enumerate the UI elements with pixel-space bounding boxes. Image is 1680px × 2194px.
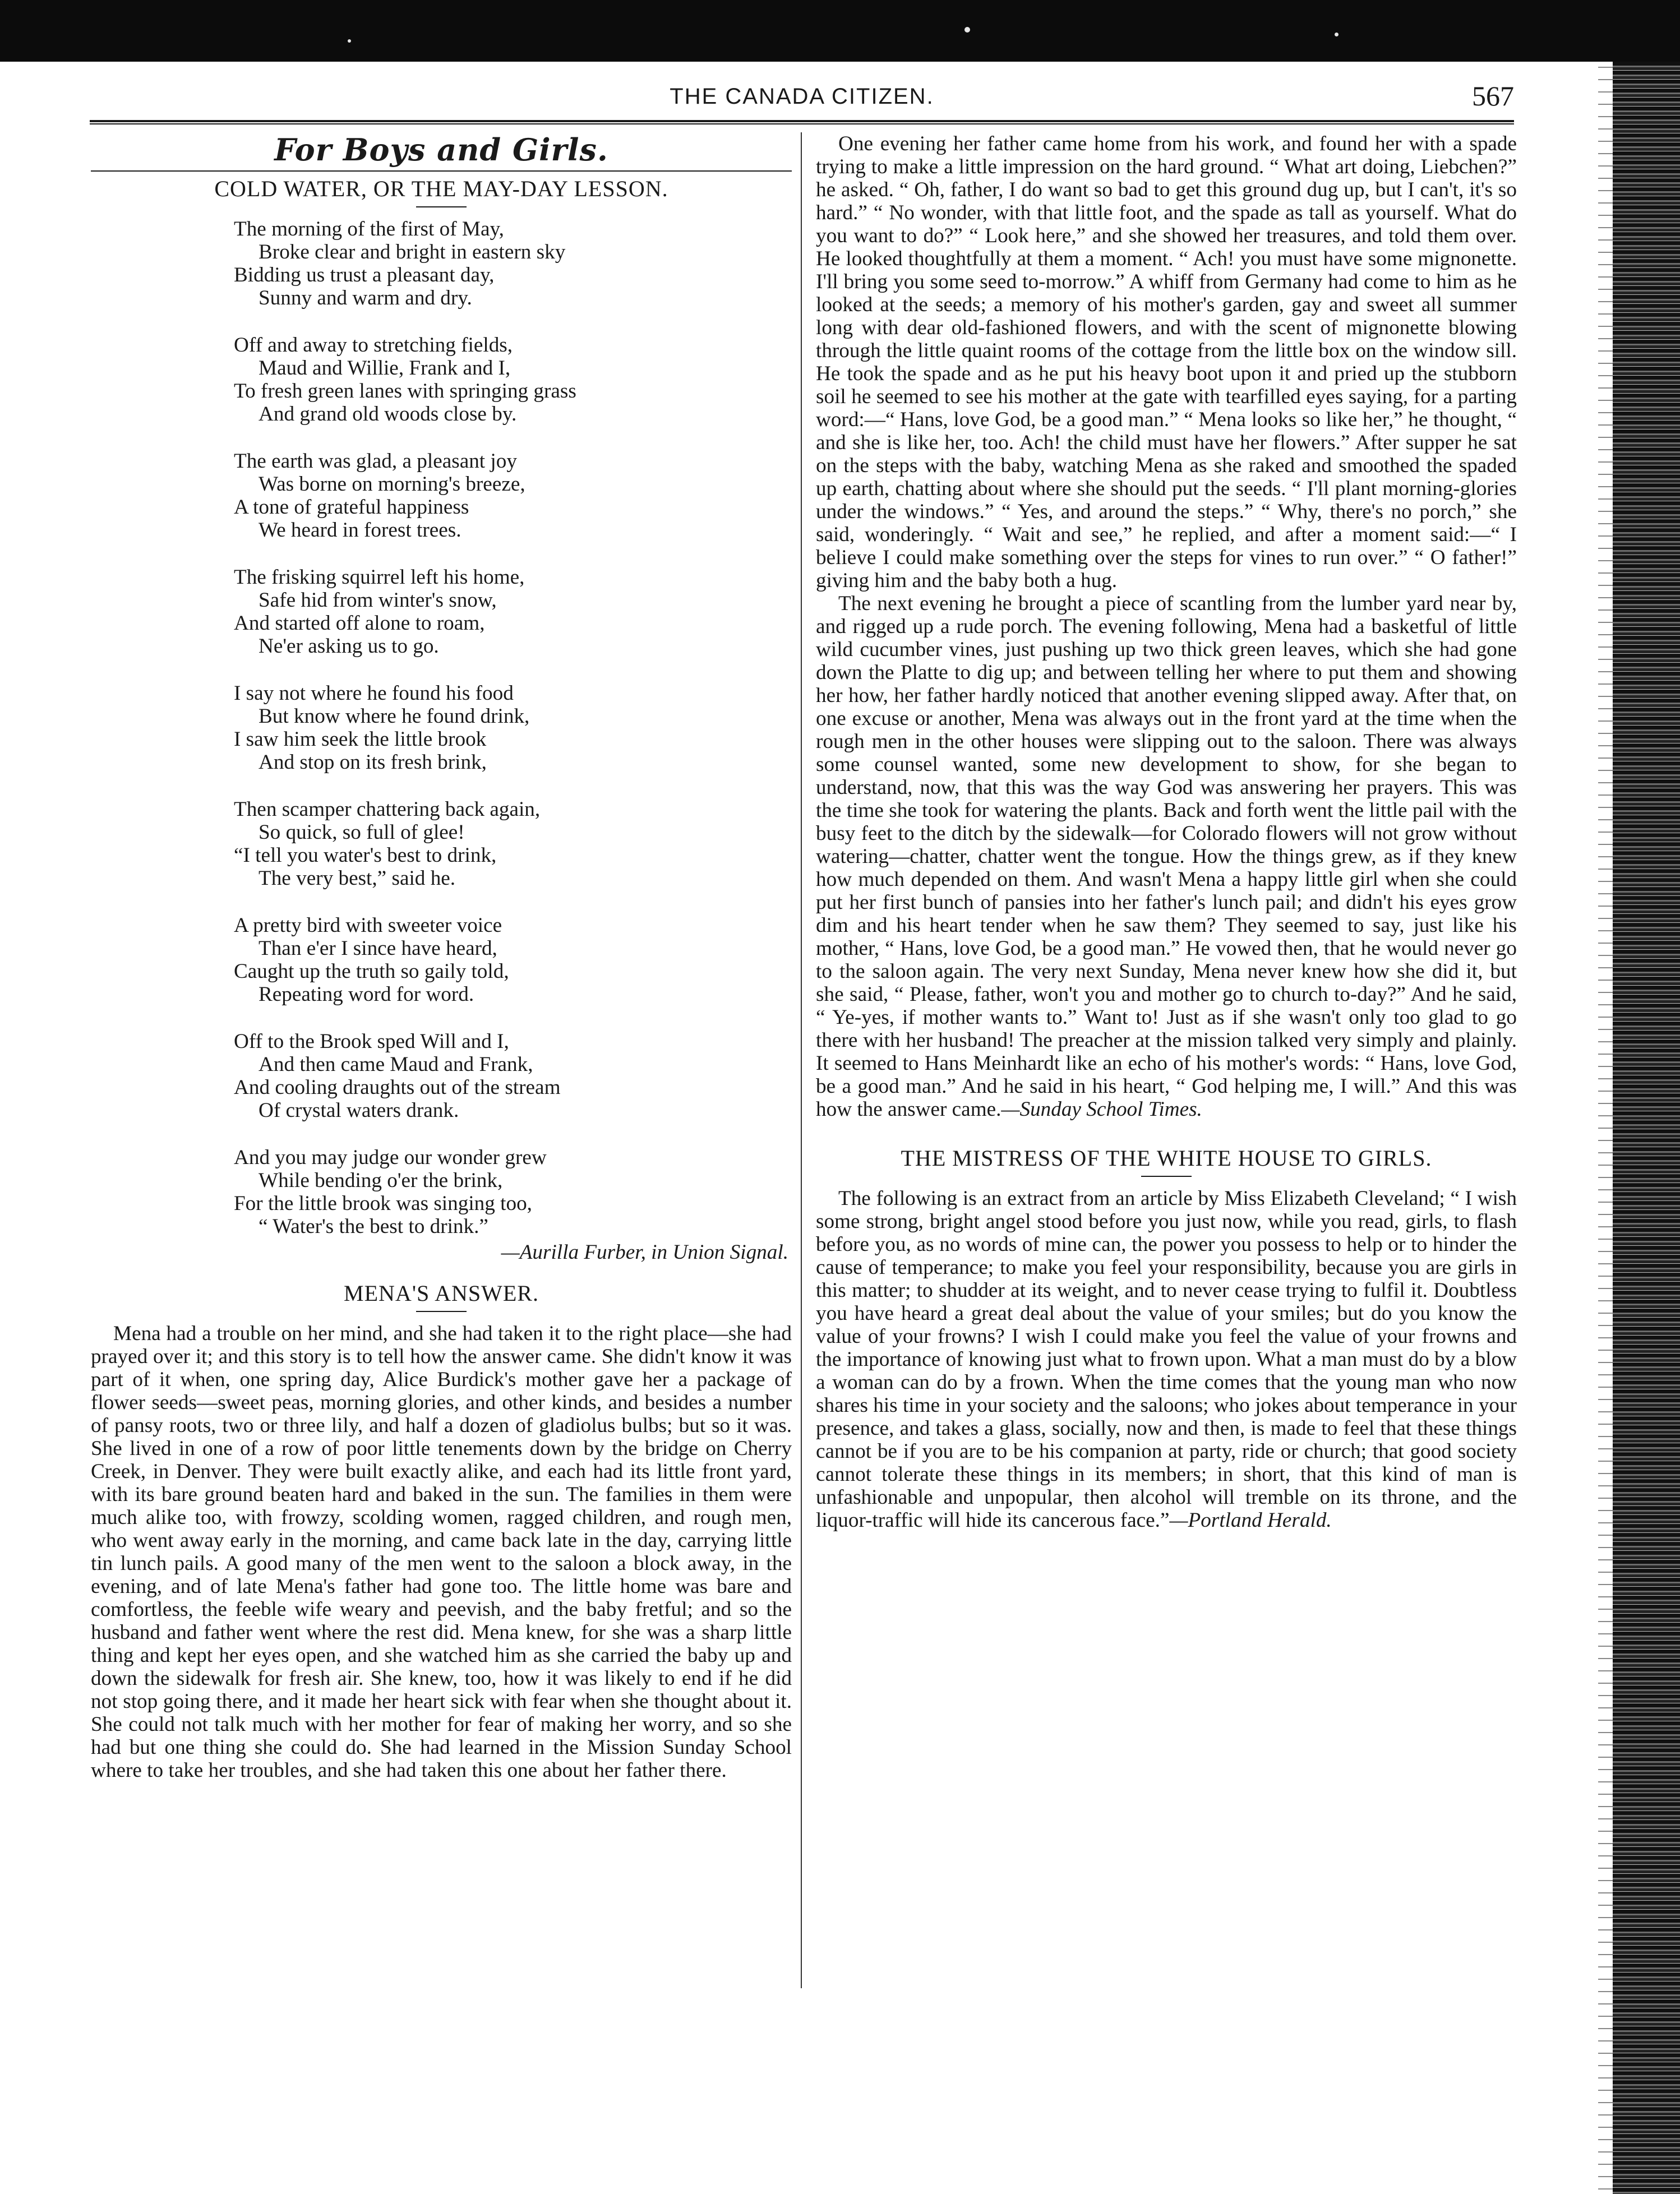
poem-line: Bidding us trust a pleasant day,	[234, 264, 495, 287]
poem-line: So quick, so full of glee!	[259, 821, 465, 844]
section-rule	[91, 170, 792, 172]
poem-line: And started off alone to roam,	[234, 612, 485, 635]
scan-right-edge-binding	[1613, 62, 1680, 2194]
title-rule	[416, 206, 467, 207]
poem-line: The frisking squirrel left his home,	[234, 566, 525, 589]
poem-line: Than e'er I since have heard,	[259, 937, 497, 960]
poem-stanza	[234, 1146, 792, 1238]
poem-stanza	[234, 914, 792, 1006]
poem-line: And stop on its fresh brink,	[259, 751, 487, 774]
poem-stanza	[234, 682, 792, 774]
story-credit: —Sunday School Times.	[1001, 1098, 1202, 1121]
poem-line: Of crystal waters drank.	[259, 1099, 459, 1122]
poem-line: I saw him seek the little brook	[234, 728, 487, 751]
poem-line: The earth was glad, a pleasant joy	[234, 450, 517, 473]
poem-line: I say not where he found his food	[234, 682, 514, 705]
left-column	[91, 132, 792, 1782]
poem-line: Caught up the truth so gaily told,	[234, 960, 509, 983]
poem-line: “I tell you water's best to drink,	[234, 844, 497, 867]
poem-line: The morning of the first of May,	[234, 218, 504, 241]
story-paragraph: One evening her father came home from his work, and found her with a spade trying to make a little impression on the hard ground. “ What art doing, Liebchen?” he asked. “ Oh, father, I do want so bad to get this ground dug up, but I can't, it's so hard.” “ No wonder, with that little foot, and the spade as tall as yourself. What do you want to do?” “ Look here,” and she showed her treasures, and told them over. He looked thoughtfully at them a moment. “ Ach! you must have some mignonette. I'll bring you some seed to-morrow.” A whiff from Germany had come to him as he looked at the seeds; a memory of his mother's garden, gay and sweet all summer long with dear old-fashioned flowers, and with the scent of mignonette blowing through the little quaint rooms of the cottage from the little box on the window sill. He took the spade and as he put his heavy boot upon it and pried up the stubborn soil he seemed to see his mother at the gate with tearfilled eyes saying, for a parting word:—“ Hans, love God, be a good man.” “ Mena looks so like her,” he thought, “ and she is like her, too. Ach! the child must have her flowers.” After supper he sat on the steps with the baby, watching Mena as she raked and smoothed the spaded up earth, chatting about where she should put the seeds. “ I'll plant morning-glories under the windows.” “ Yes, and around the steps.” “ Why, there's no porch,” she said, wonderingly. “ Wait and see,” he replied, and after a moment said:—“ I believe I could make something over the steps for vines to run over.” “ O father!” giving him and the baby both a hug.	[816, 132, 1517, 592]
masthead	[90, 77, 1514, 118]
article-credit: —Portland Herald.	[1169, 1509, 1332, 1532]
poem	[234, 218, 792, 1238]
poem-credit: —Aurilla Furber, in Union Signal.	[501, 1241, 788, 1264]
poem-line: The very best,” said he.	[259, 867, 456, 890]
story-paragraph: Mena had a trouble on her mind, and she had taken it to the right place—she had prayed over it; and this story is to tell how the answer came. She didn't know it was part of it when, one spring day, Alice Burdick's mother gave her a package of flower seeds—sweet peas, morning glories, and other kinds, and besides a number of pansy roots, two or three lily, and half a dozen of gladiolus bulbs; but so it was. She lived in one of a row of poor little tenements down by the bridge on Cherry Creek, in Denver. They were built exactly alike, and each had its little front yard, with its bare ground beaten hard and baked in the sun. The families in them were much alike too, with frowzy, scolding women, ragged children, and rough men, who went away early in the morning, and came back late in the day, carrying little tin lunch pails. A good many of the men went to the saloon a block away, in the evening, and of late Mena's father had gone too. The little home was bare and comfortless, the feeble wife weary and peevish, and the baby fretful; and so the husband and father went where the rest did. Mena knew, for she was a sharp little thing and kept her eyes open, and she watched him as she carried the baby up and down the sidewalk for fresh air. She knew, too, how it was likely to end if he did not stop going there, and it made her heart sick with fear when she thought about it. She could not talk much with her mother for fear of making her worry, and so she had but one thing she could do. She had learned in the Mission Sunday School where to take her troubles, and she had taken this one about her father there.	[91, 1322, 792, 1782]
poem-line: And grand old woods close by.	[259, 403, 517, 426]
masthead-rule	[90, 120, 1514, 124]
poem-line: Off to the Brook sped Will and I,	[234, 1030, 509, 1053]
poem-line: A tone of grateful happiness	[234, 496, 469, 519]
spacer	[816, 1121, 1517, 1141]
poem-line: While bending o'er the brink,	[259, 1169, 503, 1192]
column-divider	[801, 132, 802, 1988]
story-paragraph-text: The next evening he brought a piece of scantling from the lumber yard near by, and rigged up a rude porch. The evening following, Mena had a basketful of little wild cucumber vines, just pushing up two thick green leaves, which she had gone down the Platte to dig up; and between telling her where to put them and showing her how, her father hardly noticed that another evening slipped away. After that, on one excuse or another, Mena was always out in the front yard at the time when the rough men in the other houses were slipping out to the saloon. There was always some counsel wanted, some new development to show, for she began to understand, now, that this was the way God was answering her prayers. This was the time she took for watering the plants. Back and forth went the little pail with the busy feet to the ditch by the sidewalk—for Colorado flowers will not grow without watering—chatter, chatter went the tongue. How the things grew, as if they knew how much depended on them. And wasn't Mena a happy little girl when she could put her first bunch of pansies into her father's lunch pail; and didn't his eyes grow dim and his heart tender when he saw them? They seemed to say, just like his mother, “ Hans, love God, be a good man.” He vowed then, that he would never go to the saloon again. The very next Sunday, Mena never knew how she did it, but she said, “ Please, father, won't you and mother go to church to-day?” And he said, “ Ye-yes, if mother wants to.” Want to! Just as if she wasn't only too glad to go there with her husband! The preacher at the mission talked very simply and plainly. It seemed to Hans Meinhardt like an echo of his mother's words: “ Hans, love God, be a good man.” And he said in his heart, “ God helping me, I will.” And this was how the answer came.	[816, 592, 1517, 1121]
poem-line: Broke clear and bright in eastern sky	[259, 241, 566, 264]
poem-line: We heard in forest trees.	[259, 519, 461, 542]
poem-line: A pretty bird with sweeter voice	[234, 914, 502, 937]
poem-line: Was borne on morning's breeze,	[259, 473, 525, 496]
poem-line: And cooling draughts out of the stream	[234, 1076, 561, 1099]
poem-line: Then scamper chattering back again,	[234, 798, 541, 821]
poem-line: Repeating word for word.	[259, 983, 474, 1006]
poem-line: Sunny and warm and dry.	[259, 287, 472, 310]
poem-line: For the little brook was singing too,	[234, 1192, 532, 1215]
scan-top-border	[0, 0, 1680, 62]
poem-line: To fresh green lanes with springing grass	[234, 380, 576, 403]
poem-stanza	[234, 566, 792, 658]
article-body: The following is an extract from an article by Miss Elizabeth Cleveland; “ I wish some strong, bright angel stood before you just now, while you read, girls, to flash before you, as no words of mine can, the power you possess to help or to hinder the cause of temperance; to make you feel your responsibility, because you are girls in this matter; to shudder at its weight, and to never cease trying to fulfil it. Doubtless you have heard a great deal about the value of your smiles; but do you know the value of your frowns? I wish I could make you feel the value of your frowns and the importance of knowing just what to frown upon. What a man must do by a blow a woman can do by a frown. When the time comes that the young man who now shares his time in your society and the saloons; who jokes about temperance in your presence, and takes a glass, socially, now and then, is made to feel that these things cannot be if you are to be his companion at party, ride or church; that good society cannot tolerate these things in its members; in short, that this kind of man is unfashionable and unpopular, then alcohol will tremble on its throne, and the liquor-traffic will hide its cancerous face.”	[816, 1187, 1517, 1532]
poem-line: But know where he found drink,	[259, 705, 530, 728]
poem-line: “ Water's the best to drink.”	[259, 1215, 488, 1238]
article-title: THE MISTRESS OF THE WHITE HOUSE TO GIRLS.	[901, 1146, 1432, 1171]
poem-line: Maud and Willie, Frank and I,	[259, 357, 511, 380]
poem-stanza	[234, 450, 792, 542]
page-number: 567	[1472, 80, 1514, 112]
poem-stanza	[234, 218, 792, 310]
poem-stanza	[234, 334, 792, 426]
poem-title: COLD WATER, OR THE MAY-DAY LESSON.	[214, 176, 668, 201]
right-column	[816, 132, 1517, 1532]
running-title: THE CANADA CITIZEN.	[670, 84, 934, 109]
poem-line: Ne'er asking us to go.	[259, 635, 439, 658]
poem-stanza	[234, 1030, 792, 1122]
section-title: For Boys and Girls.	[274, 132, 608, 168]
scan-right-edge-shadow	[1598, 62, 1613, 2194]
poem-line: Safe hid from winter's snow,	[259, 589, 497, 612]
poem-line: And you may judge our wonder grew	[234, 1146, 547, 1169]
article-paragraph	[816, 1187, 1517, 1532]
title-rule	[1141, 1176, 1192, 1177]
poem-line: Off and away to stretching fields,	[234, 334, 513, 357]
story-title: MENA'S ANSWER.	[344, 1281, 539, 1306]
poem-stanza	[234, 798, 792, 890]
poem-line: And then came Maud and Frank,	[259, 1053, 533, 1076]
title-rule	[416, 1311, 467, 1312]
story-paragraph	[816, 592, 1517, 1121]
